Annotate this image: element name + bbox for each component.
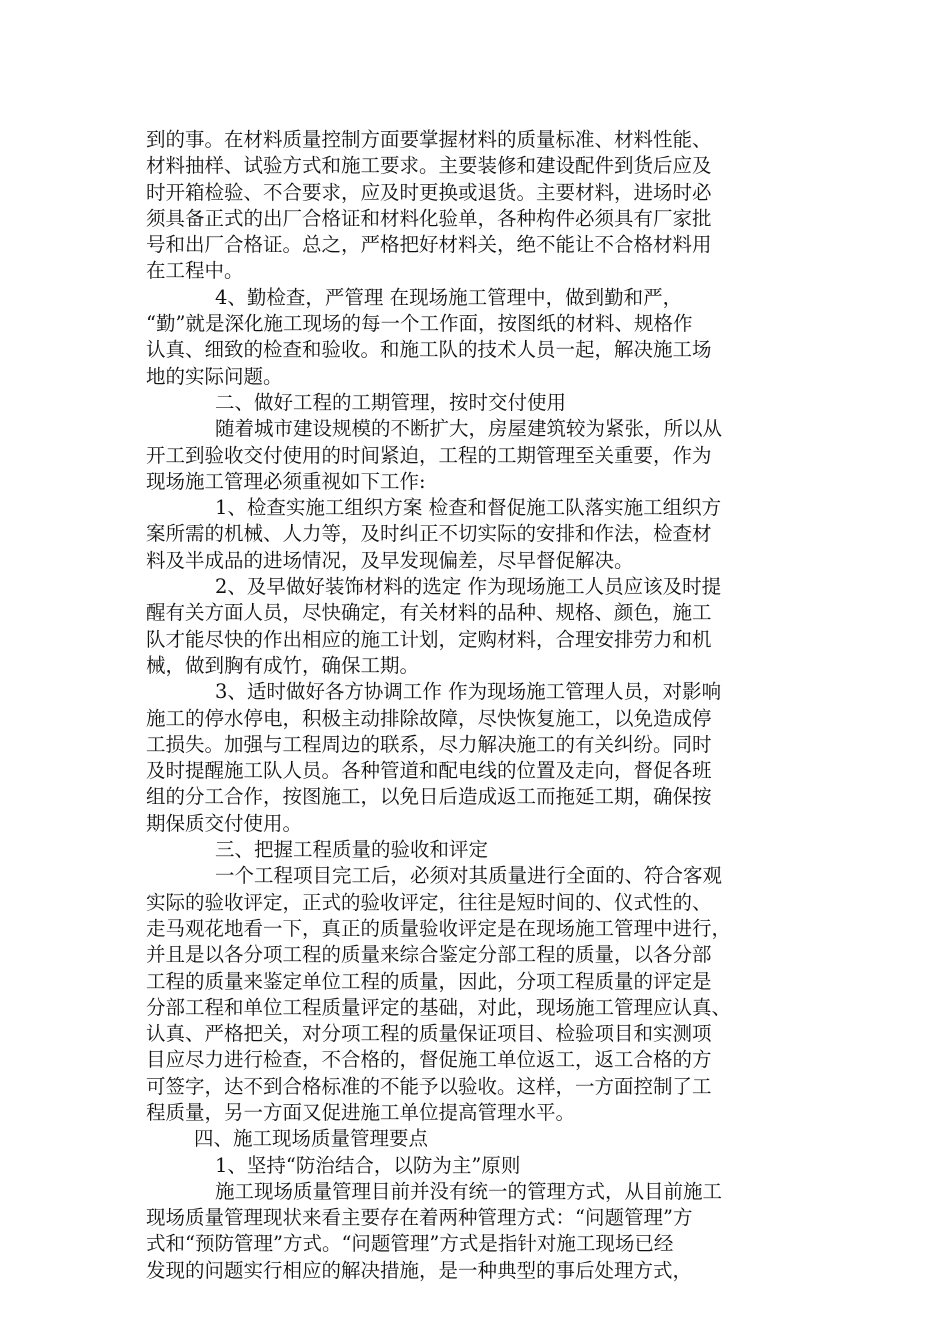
text-line: 料及半成品的进场情况，及早发现偏差，尽早督促解决。 (146, 548, 634, 572)
text-line: 现场质量管理现状来看主要存在着两种管理方式：“问题管理”方 (146, 1206, 693, 1230)
text-line: 须具备正式的出厂合格证和材料化验单，各种构件必须具有厂家批 (146, 206, 712, 230)
text-line: 3、适时做好各方协调工作 作为现场施工管理人员，对影响 (215, 680, 722, 704)
text-line: 及时提醒施工队人员。各种管道和配电线的位置及走向，督促各班 (146, 759, 712, 783)
text-line: 队才能尽快的作出相应的施工计划，定购材料，合理安排劳力和机 (146, 627, 712, 651)
text-line: 随着城市建设规模的不断扩大，房屋建筑较为紧张，所以从 (215, 417, 723, 441)
text-line: 地的实际问题。 (146, 364, 283, 388)
text-line: 施工现场质量管理目前并没有统一的管理方式，从目前施工 (215, 1179, 723, 1203)
text-line: 1、坚持“防治结合，以防为主”原则 (215, 1153, 521, 1177)
text-line: 分部工程和单位工程质量评定的基础，对此，现场施工管理应认真、 (146, 995, 732, 1019)
text-line: 实际的验收评定，正式的验收评定，往往是短时间的、仪式性的、 (146, 890, 712, 914)
text-line: 案所需的机械、人力等，及时纠正不切实际的安排和作法，检查材 (146, 522, 712, 546)
text-line: 认真、细致的检查和验收。和施工队的技术人员一起，解决施工场 (146, 338, 712, 362)
text-line: 醒有关方面人员，尽快确定，有关材料的品种、规格、颜色，施工 (146, 601, 712, 625)
text-line: 期保质交付使用。 (146, 811, 303, 835)
text-line: 目应尽力进行检查，不合格的，督促施工单位返工，返工合格的方 (146, 1048, 712, 1072)
text-line: 走马观花地看一下，真正的质量验收评定是在现场施工管理中进行， (146, 916, 732, 940)
text-line: 二、做好工程的工期管理，按时交付使用 (215, 390, 567, 414)
text-line: 开工到验收交付使用的时间紧迫，工程的工期管理至关重要，作为 (146, 443, 712, 467)
text-line: 材料抽样、试验方式和施工要求。主要装修和建设配件到货后应及 (146, 154, 712, 178)
text-line: 四、施工现场质量管理要点 (194, 1127, 429, 1151)
text-line: 在工程中。 (146, 259, 244, 283)
text-line: 组的分工合作，按图施工，以免日后造成返工而拖延工期，确保按 (146, 785, 712, 809)
text-line: 可签字，达不到合格标准的不能予以验收。这样，一方面控制了工 (146, 1074, 712, 1098)
text-line: 4、勤检查，严管理 在现场施工管理中，做到勤和严， (215, 285, 683, 309)
text-line: 程质量，另一方面又促进施工单位提高管理水平。 (146, 1100, 576, 1124)
text-line: 认真、严格把关，对分项工程的质量保证项目、检验项目和实测项 (146, 1022, 712, 1046)
text-line: 工程的质量来鉴定单位工程的质量，因此，分项工程质量的评定是 (146, 969, 712, 993)
text-line: 工损失。加强与工程周边的联系，尽力解决施工的有关纠纷。同时 (146, 732, 712, 756)
text-line: “勤”就是深化施工现场的每一个工作面，按图纸的材料、规格作 (146, 312, 693, 336)
text-line: 械，做到胸有成竹，确保工期。 (146, 653, 420, 677)
text-line: 时开箱检验、不合要求，应及时更换或退货。主要材料，进场时必 (146, 180, 712, 204)
text-line: 一个工程项目完工后，必须对其质量进行全面的、符合客观 (215, 864, 723, 888)
text-line: 现场施工管理必须重视如下工作: (146, 469, 426, 493)
text-line: 发现的问题实行相应的解决措施，是一种典型的事后处理方式， (146, 1258, 693, 1282)
text-line: 三、把握工程质量的验收和评定 (215, 838, 489, 862)
text-line: 到的事。在材料质量控制方面要掌握材料的质量标准、材料性能、 (146, 128, 712, 151)
text-line: 1、检查实施工组织方案 检查和督促施工队落实施工组织方 (215, 496, 722, 520)
text-line: 并且是以各分项工程的质量来综合鉴定分部工程的质量，以各分部 (146, 943, 712, 967)
text-line: 施工的停水停电，积极主动排除故障，尽快恢复施工，以免造成停 (146, 706, 712, 730)
body-text (146, 127, 806, 1284)
text-line: 2、及早做好装饰材料的选定 作为现场施工人员应该及时提 (215, 575, 722, 599)
text-line: 式和“预防管理”方式。“问题管理”方式是指针对施工现场已经 (146, 1232, 674, 1256)
text-line: 号和出厂合格证。总之，严格把好材料关，绝不能让不合格材料用 (146, 233, 712, 257)
